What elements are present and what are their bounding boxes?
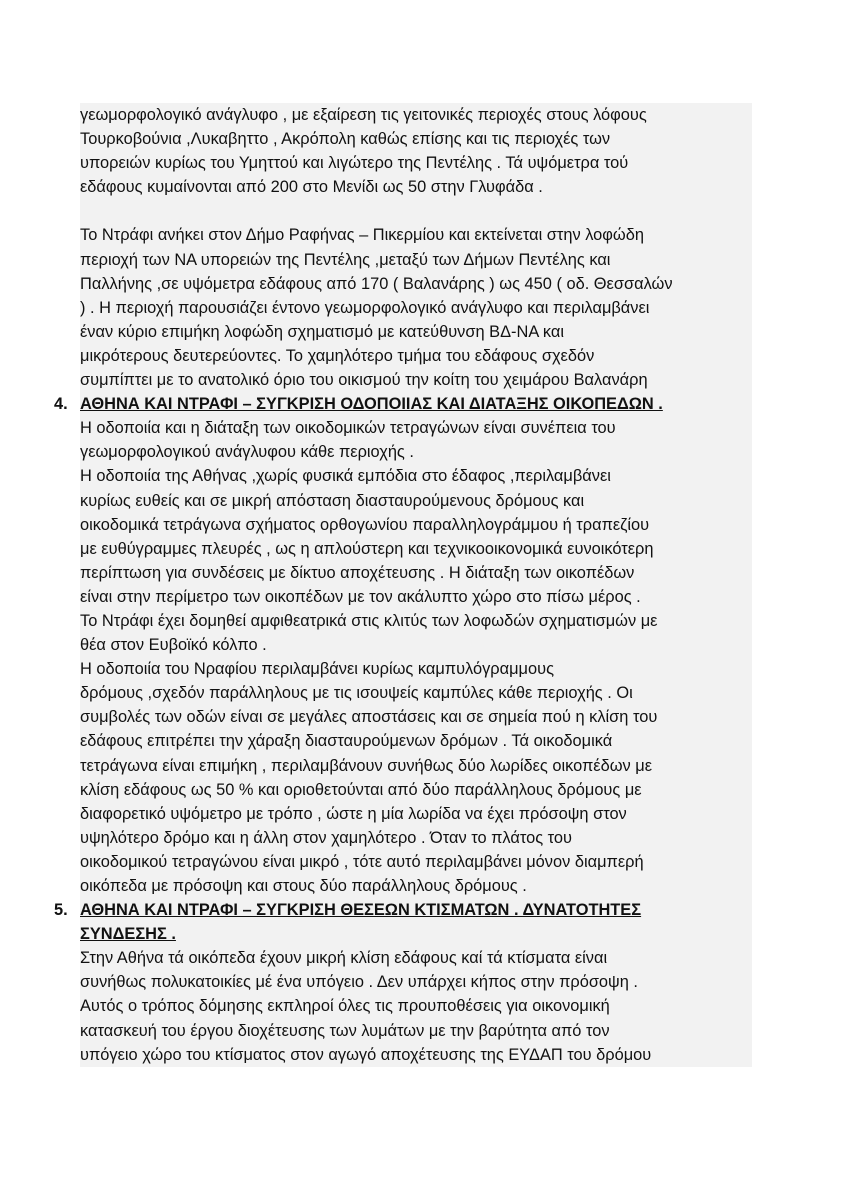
section-5-number: 5. — [54, 901, 68, 920]
section-5-line: υπόγειο χώρο του κτίσματος στον αγωγό αποχέτευσης της ΕΥΔΑΠ του δρόμου — [80, 1045, 652, 1064]
paragraph-line: γεωμορφολογικό ανάγλυφο , με εξαίρεση τις γειτονικές περιοχές στους λόφους — [80, 106, 647, 124]
section-4-line: εδάφους επιτρέπει την χάραξη διασταυρούμενων δρόμων . Τά οικοδομικά — [80, 732, 613, 751]
section-4-title: ΑΘΗΝΑ ΚΑΙ ΝΤΡΑΦΙ – ΣΥΓΚΡΙΣΗ ΟΔΟΠΟΙΙΑΣ ΚΑΙ ΔΙΑΤΑΞΗΣ ΟΙΚΟΠΕΔΩΝ . — [80, 395, 663, 414]
section-5-heading-continued — [80, 922, 752, 946]
section-4-line: γεωμορφολογικού ανάγλυφου κάθε περιοχής . — [80, 443, 414, 462]
section-4-heading — [54, 392, 752, 416]
paragraph-line: συμπίπτει με το ανατολικό όριο του οικισμού την κοίτη του χειμάρου Βαλανάρη — [80, 371, 648, 390]
paragraph-line: Το Ντράφι ανήκει στον Δήμο Ραφήνας – Πικερμίου και εκτείνεται στην λοφώδη — [80, 226, 644, 245]
section-4-line: οικοδομικά τετράγωνα σχήματος ορθογωνίου παραλληλογράμμου ή τραπεζίου — [80, 515, 650, 534]
section-4-line: κυρίως ευθείς και σε μικρή απόσταση διασταυρούμενους δρόμους και — [80, 491, 585, 510]
paragraph-line: εδάφους κυμαίνονται από 200 στο Μενίδι ως 50 στην Γλυφάδα . — [80, 178, 543, 197]
section-4-line: δρόμους ,σχεδόν παράλληλους με τις ισουψείς καμπύλες κάθε περιοχής . Οι — [80, 684, 633, 703]
section-5-title: ΑΘΗΝΑ ΚΑΙ ΝΤΡΑΦΙ – ΣΥΓΚΡΙΣΗ ΘΕΣΕΩΝ ΚΤΙΣΜΑΤΩΝ . ΔΥΝΑΤΟΤΗΤΕΣ — [80, 901, 642, 920]
section-4-line: συμβολές των οδών είναι σε μεγάλες αποστάσεις και σε σημεία πού η κλίση του — [80, 708, 658, 727]
section-4-line: θέα στον Ευβοϊκό κόλπο . — [80, 636, 267, 655]
section-4-line: οικόπεδα με πρόσοψη και στους δύο παράλληλους δρόμους . — [80, 877, 527, 895]
section-4-line: κλίση εδάφους ως 50 % και οριοθετούνται από δύο παράλληλους δρόμους με — [80, 780, 642, 799]
section-4-line: διαφορετικό υψόμετρο με τρόπο , ώστε η μία λωρίδα να έχει πρόσοψη στον — [80, 804, 627, 823]
section-4-line: τετράγωνα είναι επιμήκη , περιλαμβάνουν συνήθως δύο λωρίδες οικοπέδων με — [80, 756, 653, 775]
section-4-line: περίπτωση για συνδέσεις με δίκτυο αποχέτευσης . Η διάταξη των οικοπέδων — [80, 563, 635, 582]
section-4-line: είναι στην περίμετρο των οικοπέδων με τον ακάλυπτο χώρο στο πίσω μέρος . — [80, 587, 641, 606]
paragraph-line: ) . Η περιοχή παρουσιάζει έντονο γεωμορφολογικό ανάγλυφο και περιλαμβάνει — [80, 298, 650, 317]
section-4-line: υψηλότερο δρόμο και η άλλη στον χαμηλότερο . Όταν το πλάτος του — [80, 828, 572, 847]
section-5-title-continued: ΣΥΝΔΕΣΗΣ . — [80, 925, 176, 944]
section-4-line: οικοδομικού τετραγώνου είναι μικρό , τότε αυτό περιλαμβάνει μόνον διαμπερή — [80, 852, 644, 871]
paragraph-spacer — [80, 199, 752, 223]
section-4-line: Το Ντράφι έχει δομηθεί αμφιθεατρικά στις κλιτύς των λοφωδών σχηματισμών με — [80, 611, 658, 630]
paragraph-line: έναν κύριο επιμήκη λοφώδη σχηματισμό με κατεύθυνση ΒΔ-ΝΑ και — [80, 322, 565, 341]
paragraph-line: περιοχή των ΝΑ υπορειών της Πεντέλης ,μεταξύ των Δήμων Πεντέλης και — [80, 250, 611, 269]
section-4-line: Η οδοποιία της Αθήνας ,χωρίς φυσικά εμπόδια στο έδαφος ,περιλαμβάνει — [80, 467, 611, 486]
paragraph-line: υπορειών κυρίως του Υμηττού και λιγώτερο της Πεντέλης . Τά υψόμετρα τού — [80, 154, 629, 173]
section-5-line: Στην Αθήνα τά οικόπεδα έχουν μικρή κλίση εδάφους καί τά κτίσματα είναι — [80, 949, 608, 968]
section-5-line: κατασκευή του έργου διοχέτευσης των λυμάτων με την βαρύτητα από τον — [80, 1021, 610, 1040]
paragraph-terrain-athens — [54, 103, 752, 1067]
section-5-line: συνήθως πολυκατοικίες μέ ένα υπόγειο . Δεν υπάρχει κήπος στην πρόσοψη . — [80, 973, 638, 992]
section-4-number: 4. — [54, 395, 68, 414]
section-4-line: Η οδοποιία του Νραφίου περιλαμβάνει κυρίως καμπυλόγραμμους — [80, 660, 554, 679]
section-5-line: Αυτός ο τρόπος δόμησης εκπληροί όλες τις προυποθέσεις για οικονομική — [80, 997, 610, 1016]
paragraph-line: Τουρκοβούνια ,Λυκαβηττο , Ακρόπολη καθώς επίσης και τις περιοχές των — [80, 130, 611, 149]
paragraph-line: Παλλήνης ,σε υψόμετρα εδάφους από 170 ( Βαλανάρης ) ως 450 ( οδ. Θεσσαλών — [80, 274, 673, 293]
section-4-line: Η οδοποιία και η διάταξη των οικοδομικών τετραγώνων είναι συνέπεια του — [80, 419, 616, 438]
section-5-heading — [54, 898, 752, 922]
section-4-line: με ευθύγραμμες πλευρές , ως η απλούστερη και τεχνικοοικονομικά ευνοικότερη — [80, 539, 654, 558]
paragraph-line: μικρότερους δευτερεύοντες. Το χαμηλότερο τμήμα του εδάφους σχεδόν — [80, 346, 595, 365]
